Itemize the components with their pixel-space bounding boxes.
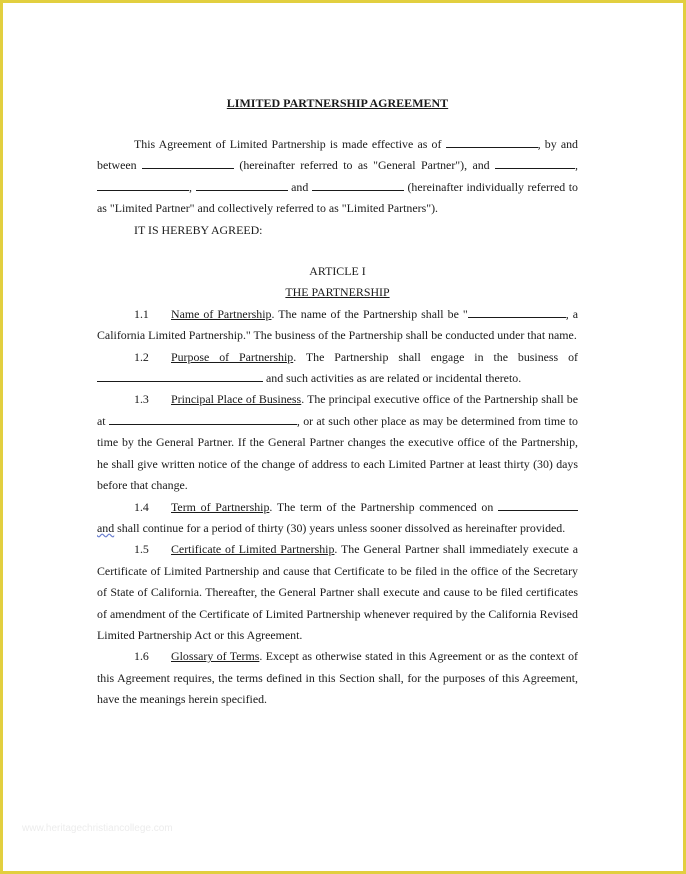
blank-limited-partner-3[interactable]	[196, 178, 288, 191]
blank-limited-partner-2[interactable]	[97, 178, 189, 191]
article-number: ARTICLE I	[309, 264, 366, 279]
blank-commencement-date[interactable]	[498, 498, 578, 511]
document-page	[97, 94, 578, 711]
section-title: Glossary of Terms	[171, 649, 260, 664]
section-1-6: 1.6 Glossary of Terms. Except as otherwise stated in this Agreement or as the context of this Agreement requires, the terms defined in this Section shall, for the purposes of this Agreement, have the meanings herein specified.	[97, 649, 578, 707]
section-1-5: 1.5 Certificate of Limited Partnership. The General Partner shall immediately execute a Certificate of Limited Partnership and cause that Certificate to be filed in the office of the Secretary of State of California. Thereafter, the General Partner shall execute and cause to be filed certificates of amendment of the Certificate of Limited Partnership whenever required by the California Revised Limited Partnership Act or this Agreement.	[97, 542, 578, 642]
agreed-line: IT IS HEREBY AGREED:	[134, 222, 263, 237]
blank-business-purpose[interactable]	[97, 369, 263, 382]
intro-paragraph: This Agreement of Limited Partnership is made effective as of , by and between (hereinafter referred to as "General Partner"), and , , and (hereinafter individually referred to as "Limited Partner" and collectively referred to as "Limited Partners").	[97, 137, 578, 216]
section-1-4: 1.4 Term of Partnership. The term of the Partnership commenced on and shall continue for a period of thirty (30) years unless sooner dissolved as hereinafter provided.	[97, 497, 578, 540]
section-1-3: 1.3 Principal Place of Business. The principal executive office of the Partnership shall be at , or at such other place as may be determined from time to time by the General Partner. If the General Partner changes the executive office of the Partnership, he shall give written notice of the change of address to each Limited Partner at least thirty (30) days before that change.	[97, 392, 579, 493]
section-title: Principal Place of Business	[171, 392, 302, 407]
blank-office-address[interactable]	[109, 412, 297, 425]
section-title: Name of Partnership	[171, 306, 272, 321]
section-title: Purpose of Partnership	[171, 349, 294, 364]
blank-limited-partner-4[interactable]	[312, 178, 404, 191]
article-heading: THE PARTNERSHIP	[285, 285, 390, 300]
section-1-2: 1.2 Purpose of Partnership. The Partnership shall engage in the business of and such activities as are related or incidental thereto.	[97, 347, 578, 390]
blank-partnership-name[interactable]	[468, 305, 566, 318]
watermark: www.heritagechristiancollege.com	[22, 823, 173, 834]
blank-effective-date[interactable]	[446, 135, 538, 148]
section-1-1: 1.1 Name of Partnership. The name of the Partnership shall be " , a California Limited Partnership." The business of the Partnership shall be conducted under that name.	[97, 306, 578, 343]
blank-limited-partner-1[interactable]	[495, 156, 575, 169]
blank-general-partner[interactable]	[142, 156, 234, 169]
section-title: Certificate of Limited Partnership	[171, 542, 335, 557]
document-title: LIMITED PARTNERSHIP AGREEMENT	[226, 96, 449, 110]
section-title: Term of Partnership	[171, 499, 270, 514]
